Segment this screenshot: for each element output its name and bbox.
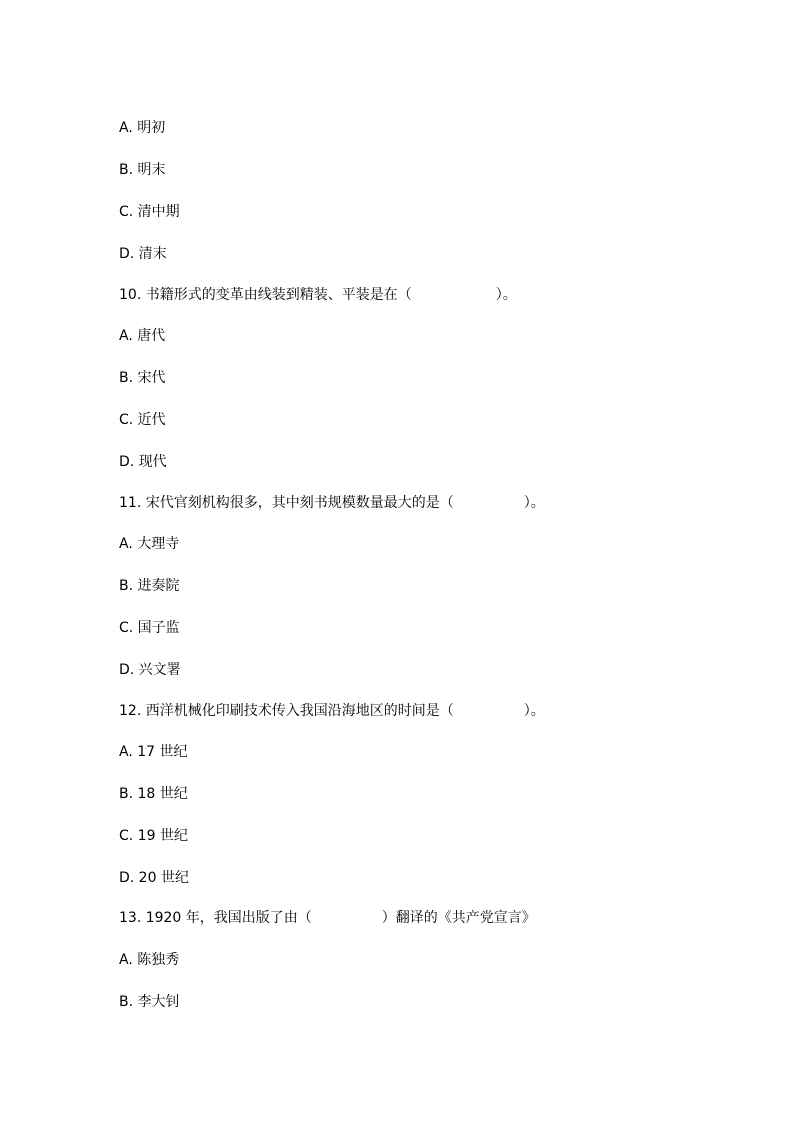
option-c-19th-century: C. 19 世纪 [119, 828, 188, 844]
option-b-18th-century: B. 18 世纪 [119, 786, 188, 802]
option-a-dalisi: A. 大理寺 [119, 536, 180, 552]
option-a-17th-century: A. 17 世纪 [119, 744, 188, 760]
option-a-ming-early: A. 明初 [119, 120, 166, 136]
question-13: 13. 1920 年，我国出版了由（ ）翻译的《共产党宣言》 [119, 910, 536, 926]
question-11: 11. 宋代官刻机构很多，其中刻书规模数量最大的是（ ）。 [119, 495, 545, 511]
option-b-song: B. 宋代 [119, 370, 166, 386]
option-a-tang: A. 唐代 [119, 328, 166, 344]
option-d-contemporary: D. 现代 [119, 454, 167, 470]
question-12: 12. 西洋机械化印刷技术传入我国沿海地区的时间是（ ）。 [119, 703, 545, 719]
option-b-li-dazhao: B. 李大钊 [119, 994, 180, 1010]
question-10: 10. 书籍形式的变革由线装到精装、平装是在（ ）。 [119, 287, 517, 303]
option-d-xingwenshu: D. 兴文署 [119, 662, 181, 678]
option-c-qing-middle: C. 清中期 [119, 204, 180, 220]
option-b-ming-late: B. 明末 [119, 162, 166, 178]
option-a-chen-duxiu: A. 陈独秀 [119, 952, 180, 968]
option-d-20th-century: D. 20 世纪 [119, 870, 189, 886]
option-d-qing-late: D. 清末 [119, 246, 167, 262]
option-c-modern: C. 近代 [119, 412, 166, 428]
option-c-guozijian: C. 国子监 [119, 620, 180, 636]
option-b-jinzouyuan: B. 进奏院 [119, 578, 180, 594]
